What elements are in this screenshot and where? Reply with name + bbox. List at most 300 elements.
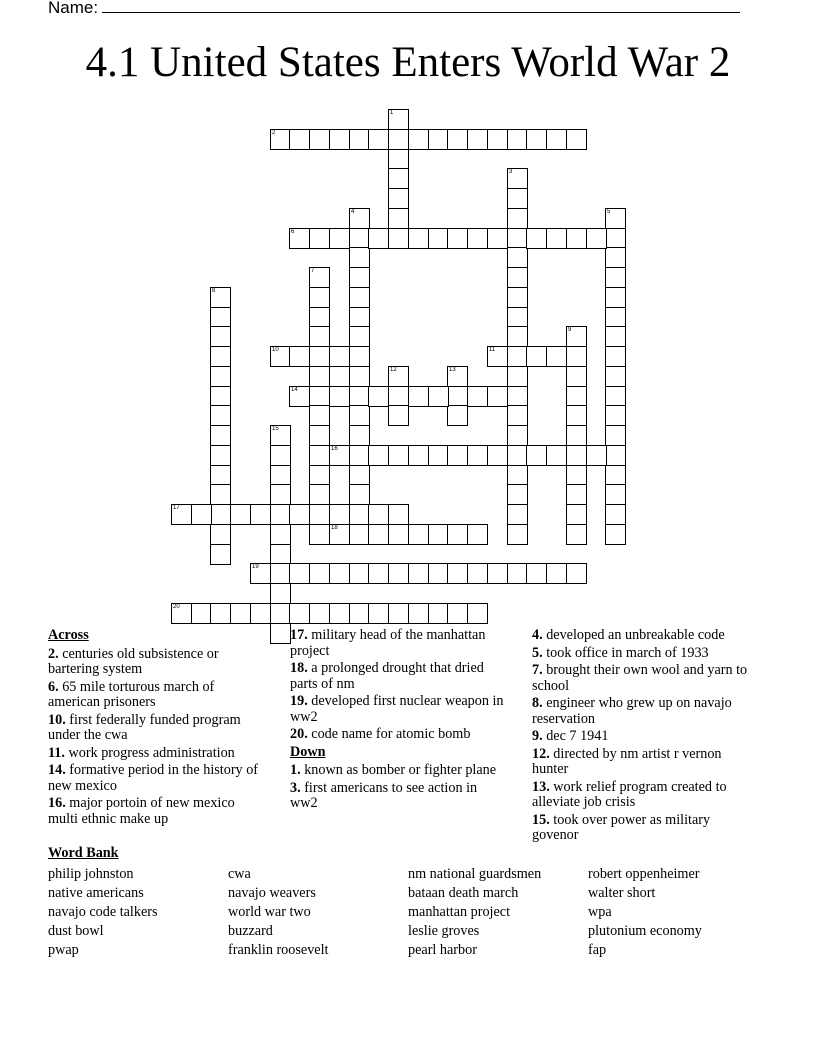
- word-bank-word: bataan death march: [408, 885, 519, 901]
- crossword-cell[interactable]: [507, 465, 528, 486]
- crossword-cell[interactable]: [408, 228, 429, 249]
- clue-text: brought their own wool and yarn to school: [532, 662, 748, 694]
- crossword-cell[interactable]: [210, 326, 231, 347]
- down-clue: [532, 780, 752, 811]
- crossword-cell[interactable]: [270, 603, 291, 624]
- crossword-cell[interactable]: [368, 129, 389, 150]
- crossword-cell[interactable]: [349, 425, 370, 446]
- crossword-cell[interactable]: [368, 386, 389, 407]
- crossword-cell[interactable]: [507, 405, 528, 426]
- crossword-cell[interactable]: [447, 386, 468, 407]
- crossword-cell[interactable]: [388, 228, 409, 249]
- crossword-cell[interactable]: [368, 524, 389, 545]
- crossword-cell[interactable]: [428, 129, 449, 150]
- crossword-cell[interactable]: [586, 445, 607, 466]
- crossword-cell[interactable]: [507, 208, 528, 229]
- word-bank-word: fap: [588, 942, 607, 958]
- across-clue: [48, 713, 266, 744]
- crossword-cell[interactable]: [388, 366, 409, 387]
- clue-text: military head of the manhattan project: [290, 627, 486, 659]
- clue-number: 10: [272, 347, 279, 353]
- crossword-cell[interactable]: [546, 129, 567, 150]
- clue-number: 16.: [48, 795, 66, 811]
- word-bank-column: [588, 865, 702, 960]
- crossword-cell[interactable]: [309, 405, 330, 426]
- crossword-cell[interactable]: [467, 603, 488, 624]
- word-bank-word: plutonium economy: [588, 923, 702, 939]
- crossword-cell[interactable]: [487, 346, 508, 367]
- down-clue: [290, 763, 508, 779]
- crossword-cell[interactable]: [605, 307, 626, 328]
- crossword-cell[interactable]: [428, 445, 449, 466]
- crossword-cell[interactable]: [507, 346, 528, 367]
- crossword-cell[interactable]: [388, 603, 409, 624]
- clue-text: developed first nuclear weapon in ww2: [290, 693, 504, 725]
- clue-number: 12: [390, 367, 397, 373]
- clue-number: 3.: [290, 779, 301, 796]
- crossword-cell[interactable]: [586, 228, 607, 249]
- crossword-cell[interactable]: [309, 445, 330, 466]
- clue-number: 1: [390, 110, 394, 116]
- crossword-cell[interactable]: [447, 366, 468, 387]
- crossword-cell[interactable]: [270, 484, 291, 505]
- crossword-cell[interactable]: [566, 445, 587, 466]
- clues-column-2: [290, 628, 508, 814]
- crossword-cell[interactable]: [270, 583, 291, 604]
- crossword-cell[interactable]: [388, 109, 409, 130]
- crossword-cell[interactable]: [388, 445, 409, 466]
- crossword-cell[interactable]: [289, 603, 310, 624]
- crossword-cell[interactable]: [507, 484, 528, 505]
- crossword-cell[interactable]: [309, 465, 330, 486]
- crossword-cell[interactable]: [487, 386, 508, 407]
- crossword-cell[interactable]: [467, 445, 488, 466]
- crossword-cell[interactable]: [605, 504, 626, 525]
- clue-number: 4.: [532, 627, 543, 643]
- crossword-cell[interactable]: [507, 267, 528, 288]
- across-clue: [290, 628, 508, 659]
- crossword-cell[interactable]: [566, 484, 587, 505]
- clue-text: a prolonged drought that dried parts of nm: [290, 660, 484, 692]
- clue-text: directed by nm artist r vernon hunter: [532, 745, 722, 777]
- crossword-cell[interactable]: [329, 386, 350, 407]
- across-clue: [48, 796, 266, 827]
- crossword-cell[interactable]: [566, 228, 587, 249]
- clue-number: 14: [291, 387, 298, 393]
- clue-number: 15: [272, 426, 279, 432]
- crossword-cell[interactable]: [289, 504, 310, 525]
- crossword-cell[interactable]: [349, 307, 370, 328]
- down-clue: [532, 696, 752, 727]
- crossword-cell[interactable]: [388, 524, 409, 545]
- crossword-cell[interactable]: [250, 563, 271, 584]
- down-clue: [532, 663, 752, 694]
- crossword-cell[interactable]: [210, 445, 231, 466]
- crossword-cell[interactable]: [329, 346, 350, 367]
- crossword-cell[interactable]: [388, 208, 409, 229]
- crossword-cell[interactable]: [605, 267, 626, 288]
- crossword-cell[interactable]: [270, 504, 291, 525]
- crossword-cell[interactable]: [447, 129, 468, 150]
- clue-number: 1.: [290, 762, 301, 778]
- clue-number: 19: [252, 564, 259, 570]
- clue-number: 13: [449, 367, 456, 373]
- crossword-cell[interactable]: [309, 563, 330, 584]
- word-bank-word: nm national guardsmen: [408, 866, 542, 882]
- crossword-cell[interactable]: [270, 129, 291, 150]
- word-bank-word: navajo weavers: [228, 885, 316, 901]
- crossword-cell[interactable]: [566, 346, 587, 367]
- crossword-cell[interactable]: [428, 524, 449, 545]
- clue-number: 5: [607, 209, 611, 215]
- crossword-cell[interactable]: [289, 129, 310, 150]
- crossword-cell[interactable]: [605, 326, 626, 347]
- clues-column-3: [532, 628, 752, 846]
- crossword-cell[interactable]: [566, 563, 587, 584]
- clue-text: engineer who grew up on navajo reservation: [532, 695, 732, 727]
- word-bank-word: leslie groves: [408, 923, 480, 939]
- crossword-cell[interactable]: [408, 445, 429, 466]
- crossword-cell[interactable]: [289, 386, 310, 407]
- crossword-cell[interactable]: [368, 445, 389, 466]
- clue-text: known as bomber or fighter plane: [300, 762, 497, 778]
- crossword-cell[interactable]: [270, 465, 291, 486]
- crossword-cell[interactable]: [546, 346, 567, 367]
- crossword-cell[interactable]: [349, 405, 370, 426]
- crossword-cell[interactable]: [507, 307, 528, 328]
- crossword-cell[interactable]: [507, 228, 528, 249]
- crossword-cell[interactable]: [349, 386, 370, 407]
- word-bank-word: pwap: [48, 942, 79, 958]
- crossword-cell[interactable]: [507, 168, 528, 189]
- crossword-cell[interactable]: [507, 326, 528, 347]
- clue-number: 16: [331, 446, 338, 452]
- crossword-cell[interactable]: [507, 504, 528, 525]
- clue-number: 7: [311, 268, 315, 274]
- crossword-cell[interactable]: [388, 504, 409, 525]
- crossword-cell[interactable]: [526, 346, 547, 367]
- crossword-cell[interactable]: [605, 247, 626, 268]
- crossword-cell[interactable]: [368, 563, 389, 584]
- clue-text: major portoin of new mexico multi ethnic make up: [48, 795, 235, 827]
- crossword-cell[interactable]: [210, 366, 231, 387]
- crossword-cell[interactable]: [388, 149, 409, 170]
- clue-text: first americans to see action in ww2: [290, 779, 478, 811]
- crossword-cell[interactable]: [270, 563, 291, 584]
- crossword-cell[interactable]: [309, 287, 330, 308]
- crossword-cell[interactable]: [526, 563, 547, 584]
- word-bank-word: philip johnston: [48, 866, 134, 882]
- crossword-cell[interactable]: [428, 563, 449, 584]
- clue-number: 6.: [48, 678, 59, 695]
- crossword-cell[interactable]: [349, 247, 370, 268]
- crossword-cell[interactable]: [487, 445, 508, 466]
- crossword-cell[interactable]: [289, 563, 310, 584]
- crossword-cell[interactable]: [210, 425, 231, 446]
- clue-number: 6: [291, 229, 295, 235]
- crossword-cell[interactable]: [309, 267, 330, 288]
- crossword-cell[interactable]: [467, 563, 488, 584]
- crossword-cell[interactable]: [349, 484, 370, 505]
- clue-number: 8.: [532, 695, 543, 711]
- crossword-cell[interactable]: [447, 228, 468, 249]
- across-clue: [290, 694, 508, 725]
- word-bank-word: cwa: [228, 866, 251, 882]
- word-bank-column: [48, 865, 158, 960]
- crossword-cell[interactable]: [388, 188, 409, 209]
- crossword-cell[interactable]: [566, 366, 587, 387]
- clue-number: 11: [489, 347, 496, 353]
- clue-number: 2.: [48, 645, 59, 662]
- clue-text: took over power as military govenor: [532, 811, 711, 843]
- clue-number: 5.: [532, 644, 543, 661]
- crossword-cell[interactable]: [507, 524, 528, 545]
- crossword-cell[interactable]: [210, 405, 231, 426]
- crossword-cell[interactable]: [487, 563, 508, 584]
- crossword-cell[interactable]: [408, 563, 429, 584]
- clue-number: 11.: [48, 744, 65, 761]
- word-bank-word: manhattan project: [408, 904, 511, 920]
- crossword-cell[interactable]: [507, 445, 528, 466]
- crossword-cell[interactable]: [210, 287, 231, 308]
- crossword-cell[interactable]: [388, 405, 409, 426]
- across-clue: [48, 680, 266, 711]
- crossword-cell[interactable]: [605, 465, 626, 486]
- crossword-cell[interactable]: [309, 603, 330, 624]
- crossword-cell[interactable]: [566, 504, 587, 525]
- crossword-cell[interactable]: [270, 445, 291, 466]
- crossword-cell[interactable]: [210, 346, 231, 367]
- crossword-cell[interactable]: [329, 563, 350, 584]
- crossword-cell[interactable]: [210, 484, 231, 505]
- crossword-cell[interactable]: [447, 563, 468, 584]
- crossword-cell[interactable]: [349, 287, 370, 308]
- crossword-cell[interactable]: [566, 386, 587, 407]
- clue-number: 3: [509, 169, 513, 175]
- crossword-cell[interactable]: [349, 208, 370, 229]
- crossword-cell[interactable]: [191, 504, 212, 525]
- crossword-cell[interactable]: [210, 504, 231, 525]
- clue-number: 20: [173, 604, 180, 610]
- crossword-cell[interactable]: [210, 386, 231, 407]
- crossword-cell[interactable]: [368, 228, 389, 249]
- crossword-cell[interactable]: [605, 524, 626, 545]
- crossword-cell[interactable]: [329, 524, 350, 545]
- crossword-cell[interactable]: [605, 484, 626, 505]
- crossword-cell[interactable]: [270, 623, 291, 644]
- crossword-cell[interactable]: [349, 524, 370, 545]
- crossword-cell[interactable]: [388, 386, 409, 407]
- crossword-cell[interactable]: [250, 504, 271, 525]
- crossword-cell[interactable]: [507, 287, 528, 308]
- name-label: Name:: [48, 0, 99, 17]
- crossword-cell[interactable]: [566, 524, 587, 545]
- clue-number: 9.: [532, 728, 543, 744]
- crossword-cell[interactable]: [210, 307, 231, 328]
- crossword-cell[interactable]: [428, 228, 449, 249]
- crossword-cell[interactable]: [171, 603, 192, 624]
- crossword-cell[interactable]: [270, 346, 291, 367]
- crossword-cell[interactable]: [605, 228, 626, 249]
- crossword-cell[interactable]: [349, 504, 370, 525]
- crossword-cell[interactable]: [546, 228, 567, 249]
- crossword-cell[interactable]: [309, 484, 330, 505]
- crossword-cell[interactable]: [388, 168, 409, 189]
- clue-number: 4: [351, 209, 355, 215]
- crossword-cell[interactable]: [388, 563, 409, 584]
- crossword-cell[interactable]: [605, 208, 626, 229]
- crossword-cell[interactable]: [309, 129, 330, 150]
- clue-number: 2: [272, 130, 276, 136]
- crossword-cell[interactable]: [349, 228, 370, 249]
- crossword-cell[interactable]: [289, 346, 310, 367]
- crossword-cell[interactable]: [526, 228, 547, 249]
- crossword-cell[interactable]: [546, 563, 567, 584]
- word-bank-word: world war two: [228, 904, 311, 920]
- crossword-cell[interactable]: [329, 445, 350, 466]
- crossword-cell[interactable]: [428, 386, 449, 407]
- crossword-cell[interactable]: [566, 326, 587, 347]
- crossword-cell[interactable]: [230, 603, 251, 624]
- word-bank-word: franklin roosevelt: [228, 942, 329, 958]
- crossword-cell[interactable]: [368, 603, 389, 624]
- crossword-cell[interactable]: [526, 129, 547, 150]
- crossword-cell[interactable]: [566, 465, 587, 486]
- clue-number: 19.: [290, 693, 308, 709]
- crossword-cell[interactable]: [487, 228, 508, 249]
- crossword-cell[interactable]: [507, 247, 528, 268]
- crossword-cell[interactable]: [467, 129, 488, 150]
- crossword-cell[interactable]: [349, 267, 370, 288]
- crossword-cell[interactable]: [467, 524, 488, 545]
- crossword-cell[interactable]: [210, 465, 231, 486]
- crossword-cell[interactable]: [605, 405, 626, 426]
- crossword-cell[interactable]: [507, 129, 528, 150]
- clue-number: 14.: [48, 762, 66, 778]
- crossword-cell[interactable]: [349, 465, 370, 486]
- across-clue: [290, 727, 508, 743]
- word-bank-word: native americans: [48, 885, 144, 901]
- clue-number: 17: [173, 505, 180, 511]
- word-bank-word: walter short: [588, 885, 656, 901]
- crossword-cell[interactable]: [605, 287, 626, 308]
- crossword-cell[interactable]: [605, 445, 626, 466]
- crossword-cell[interactable]: [408, 603, 429, 624]
- crossword-cell[interactable]: [210, 524, 231, 545]
- clue-number: 7.: [532, 662, 543, 678]
- crossword-cell[interactable]: [349, 366, 370, 387]
- clue-text: work progress administration: [64, 744, 235, 761]
- down-clue: [532, 628, 752, 644]
- crossword-cell[interactable]: [349, 129, 370, 150]
- crossword-cell[interactable]: [428, 603, 449, 624]
- word-bank-word: pearl harbor: [408, 942, 477, 958]
- crossword-cell[interactable]: [487, 129, 508, 150]
- down-clue: [290, 781, 508, 812]
- crossword-cell[interactable]: [309, 228, 330, 249]
- clue-number: 17.: [290, 627, 308, 643]
- crossword-cell[interactable]: [329, 228, 350, 249]
- word-bank-heading: Word Bank: [48, 845, 119, 861]
- crossword-cell[interactable]: [546, 445, 567, 466]
- crossword-cell[interactable]: [210, 603, 231, 624]
- crossword-cell[interactable]: [605, 386, 626, 407]
- crossword-cell[interactable]: [507, 366, 528, 387]
- word-bank-column: [408, 865, 541, 960]
- crossword-cell[interactable]: [250, 603, 271, 624]
- crossword-cell[interactable]: [289, 228, 310, 249]
- down-clue: [532, 646, 752, 662]
- clue-number: 9: [568, 327, 572, 333]
- crossword-cell[interactable]: [270, 524, 291, 545]
- crossword-cell[interactable]: [270, 544, 291, 565]
- down-clue: [532, 813, 752, 844]
- across-clue: [290, 661, 508, 692]
- crossword-cell[interactable]: [605, 366, 626, 387]
- across-clue: [48, 647, 266, 678]
- crossword-cell[interactable]: [526, 445, 547, 466]
- crossword-cell[interactable]: [309, 366, 330, 387]
- crossword-cell[interactable]: [507, 188, 528, 209]
- crossword-cell[interactable]: [447, 603, 468, 624]
- crossword-cell[interactable]: [191, 603, 212, 624]
- crossword-cell[interactable]: [329, 129, 350, 150]
- crossword-cell[interactable]: [507, 386, 528, 407]
- crossword-cell[interactable]: [605, 346, 626, 367]
- crossword-cell[interactable]: [408, 524, 429, 545]
- word-bank-word: wpa: [588, 904, 612, 920]
- clue-text: code name for atomic bomb: [307, 726, 471, 742]
- crossword-cell[interactable]: [447, 524, 468, 545]
- crossword-cell[interactable]: [349, 346, 370, 367]
- clue-text: first federally funded program under the cwa: [48, 711, 241, 743]
- crossword-cell[interactable]: [408, 386, 429, 407]
- crossword-cell[interactable]: [309, 326, 330, 347]
- crossword-cell[interactable]: [329, 603, 350, 624]
- crossword-cell[interactable]: [349, 563, 370, 584]
- crossword-cell[interactable]: [507, 563, 528, 584]
- crossword-cell[interactable]: [566, 425, 587, 446]
- crossword-cell[interactable]: [270, 425, 291, 446]
- crossword-cell[interactable]: [388, 129, 409, 150]
- clue-number: 15.: [532, 811, 550, 828]
- crossword-cell[interactable]: [309, 504, 330, 525]
- crossword-cell[interactable]: [507, 425, 528, 446]
- crossword-cell[interactable]: [309, 425, 330, 446]
- crossword-cell[interactable]: [467, 386, 488, 407]
- crossword-cell[interactable]: [309, 386, 330, 407]
- crossword-cell[interactable]: [566, 405, 587, 426]
- crossword-cell[interactable]: [230, 504, 251, 525]
- crossword-cell[interactable]: [349, 603, 370, 624]
- crossword-cell[interactable]: [566, 129, 587, 150]
- crossword-cell[interactable]: [309, 524, 330, 545]
- crossword-cell[interactable]: [605, 425, 626, 446]
- crossword-cell[interactable]: [309, 346, 330, 367]
- crossword-cell[interactable]: [368, 504, 389, 525]
- crossword-cell[interactable]: [329, 504, 350, 525]
- crossword-cell[interactable]: [447, 405, 468, 426]
- crossword-cell[interactable]: [210, 544, 231, 565]
- crossword-cell[interactable]: [171, 504, 192, 525]
- crossword-cell[interactable]: [447, 445, 468, 466]
- crossword-cell[interactable]: [309, 307, 330, 328]
- word-bank-word: dust bowl: [48, 923, 104, 939]
- crossword-cell[interactable]: [467, 228, 488, 249]
- crossword-cell[interactable]: [408, 129, 429, 150]
- crossword-cell[interactable]: [349, 445, 370, 466]
- crossword-cell[interactable]: [349, 326, 370, 347]
